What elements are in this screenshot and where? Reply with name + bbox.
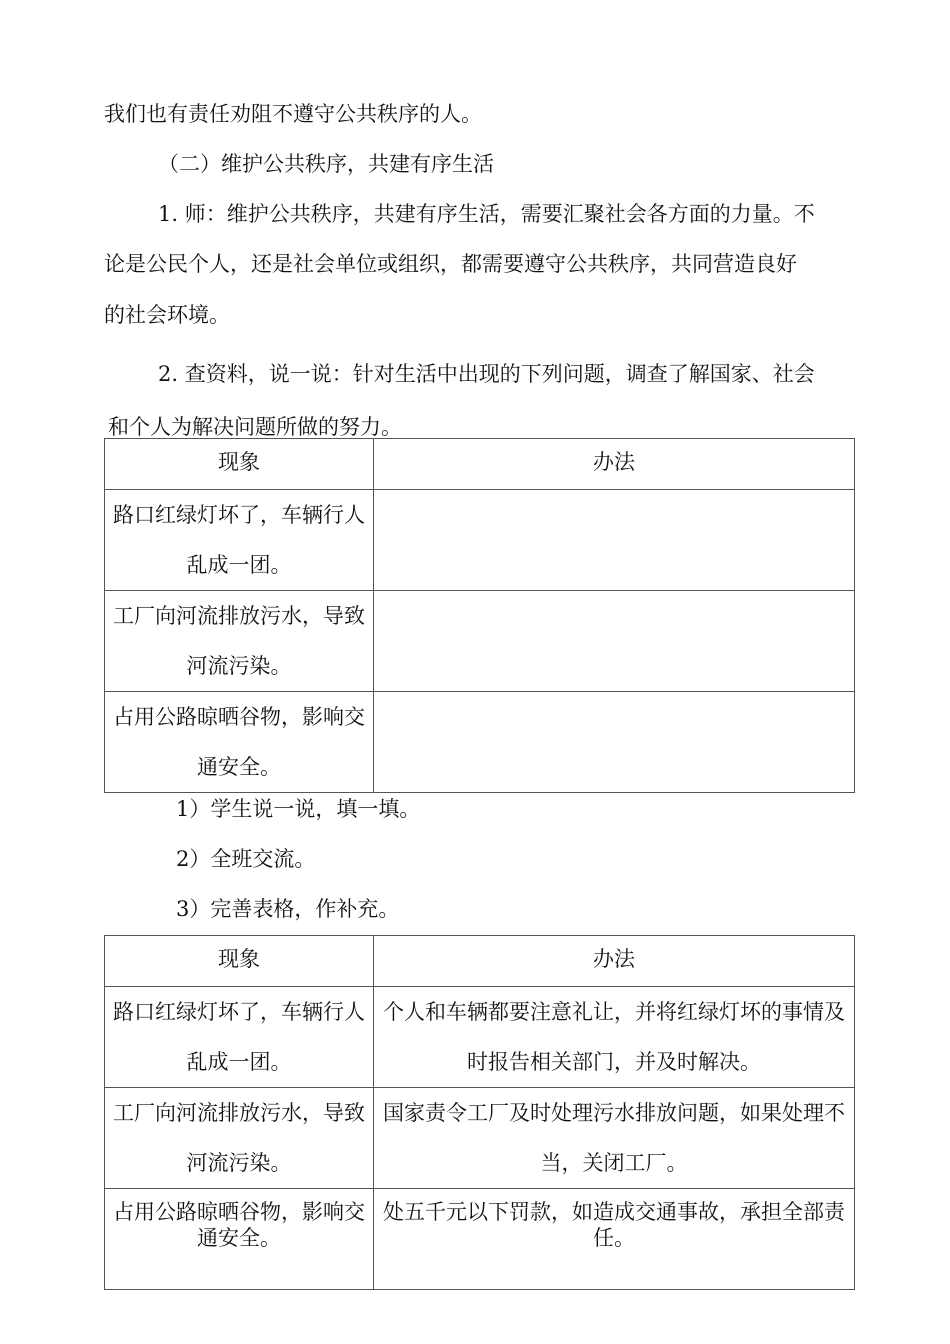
cell-text: 占用公路晾晒谷物，影响交通安全。 xyxy=(113,1200,365,1250)
table-row xyxy=(105,987,855,1088)
phenomenon-cell xyxy=(105,692,374,793)
table-row xyxy=(105,591,855,692)
cell-text: 工厂向河流排放污水，导致河流污染。 xyxy=(113,1101,365,1175)
phenomenon-cell xyxy=(105,490,374,591)
method-cell xyxy=(374,1189,855,1290)
step-line: 3）完善表格，作补充。 xyxy=(176,897,400,921)
table-row xyxy=(105,692,855,793)
header-method: 办法 xyxy=(374,439,855,490)
method-cell[interactable] xyxy=(374,591,855,692)
cell-text: 个人和车辆都要注意礼让，并将红绿灯坏的事情及时报告相关部门，并及时解决。 xyxy=(383,1000,845,1074)
phenomenon-cell xyxy=(105,987,374,1088)
step-line: 2）全班交流。 xyxy=(176,847,316,871)
table-row xyxy=(105,490,855,591)
method-cell xyxy=(374,987,855,1088)
phenomenon-cell xyxy=(105,1088,374,1189)
paragraph-line: 的社会环境。 xyxy=(104,303,230,327)
cell-text: 路口红绿灯坏了，车辆行人乱成一团。 xyxy=(113,503,365,577)
cell-text: 处五千元以下罚款，如造成交通事故，承担全部责任。 xyxy=(383,1200,845,1250)
table-header-row xyxy=(105,439,855,490)
cell-text: 路口红绿灯坏了，车辆行人乱成一团。 xyxy=(113,1000,365,1074)
table-row xyxy=(105,1088,855,1189)
phenomenon-cell xyxy=(105,1189,374,1290)
method-cell[interactable] xyxy=(374,490,855,591)
cell-text: 占用公路晾晒谷物，影响交通安全。 xyxy=(113,705,365,779)
cell-text: 国家责令工厂及时处理污水排放问题，如果处理不当，关闭工厂。 xyxy=(383,1101,845,1175)
table-header-row xyxy=(105,936,855,987)
table-row xyxy=(105,1189,855,1290)
paragraph-line: 和个人为解决问题所做的努力。 xyxy=(108,415,402,439)
paragraph-line: 2. 查资料，说一说：针对生活中出现的下列问题，调查了解国家、社会 xyxy=(158,362,815,386)
survey-table-filled xyxy=(104,935,855,1290)
header-phenomenon: 现象 xyxy=(105,439,374,490)
method-cell xyxy=(374,1088,855,1189)
phenomenon-cell xyxy=(105,591,374,692)
survey-table-blank xyxy=(104,438,855,793)
paragraph-line: 我们也有责任劝阻不遵守公共秩序的人。 xyxy=(104,102,482,126)
cell-text: 工厂向河流排放污水，导致河流污染。 xyxy=(113,604,365,678)
header-method: 办法 xyxy=(374,936,855,987)
method-cell[interactable] xyxy=(374,692,855,793)
step-line: 1）学生说一说，填一填。 xyxy=(176,797,421,821)
paragraph-line: 论是公民个人，还是社会单位或组织，都需要遵守公共秩序，共同营造良好 xyxy=(104,252,797,276)
header-phenomenon: 现象 xyxy=(105,936,374,987)
section-heading: （二）维护公共秩序，共建有序生活 xyxy=(158,152,494,176)
paragraph-line: 1. 师：维护公共秩序，共建有序生活，需要汇聚社会各方面的力量。不 xyxy=(158,202,815,226)
